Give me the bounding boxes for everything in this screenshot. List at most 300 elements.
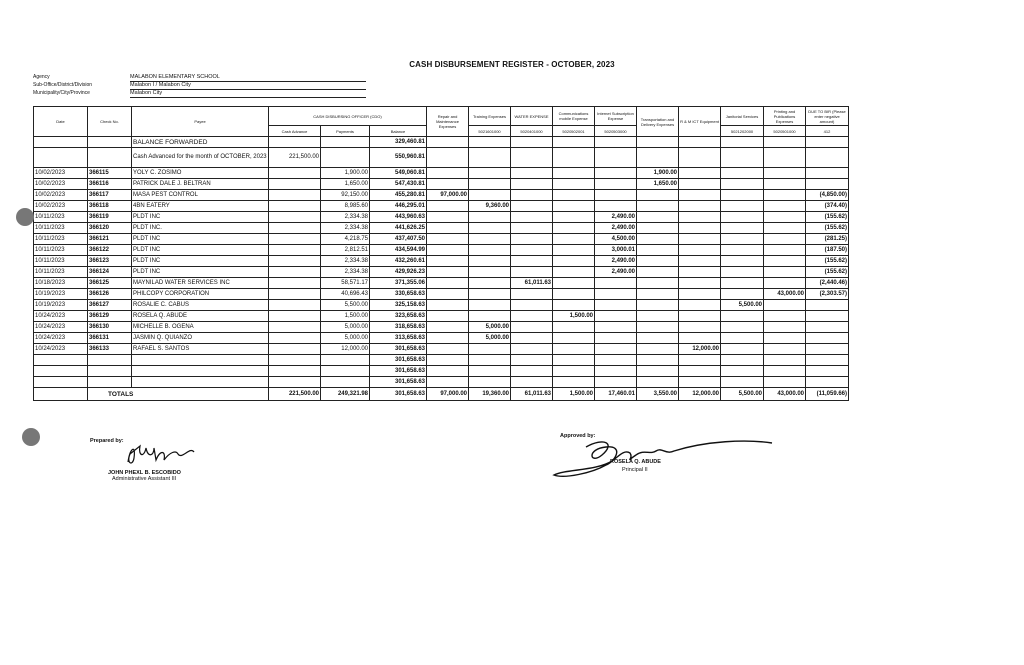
expense-cell-4 <box>595 377 637 388</box>
cash-advance-cell <box>269 245 321 256</box>
expense-cell-5 <box>637 267 679 278</box>
payee-cell: JASMIN Q. QUIANZO <box>132 333 269 344</box>
expense-code-4: 5020503000 <box>595 126 637 137</box>
expense-cell-5 <box>637 377 679 388</box>
balance-cell: 437,407.50 <box>370 234 427 245</box>
expense-cell-4 <box>595 168 637 179</box>
expense-cell-6 <box>679 148 721 168</box>
check-cell: 366129 <box>88 311 132 322</box>
expense-cell-6 <box>679 190 721 201</box>
payment-cell: 1,650.00 <box>321 179 370 190</box>
expense-cell-1 <box>469 366 511 377</box>
expense-cell-3 <box>553 201 595 212</box>
expense-cell-8 <box>764 267 806 278</box>
expense-cell-8 <box>764 190 806 201</box>
expense-cell-5: 1,900.00 <box>637 168 679 179</box>
payee-header: Payee <box>132 107 269 137</box>
date-cell: 10/11/2023 <box>34 223 88 234</box>
expense-cell-2 <box>511 289 553 300</box>
cash-advance-cell <box>269 355 321 366</box>
balance-cell: 446,295.01 <box>370 201 427 212</box>
check-cell: 366122 <box>88 245 132 256</box>
expense-cell-2 <box>511 333 553 344</box>
expense-cell-4 <box>595 179 637 190</box>
expense-cell-7 <box>721 179 764 190</box>
expense-cell-7: 5,500.00 <box>721 388 764 401</box>
payee-cell <box>132 377 269 388</box>
expense-cell-8 <box>764 300 806 311</box>
expense-cell-1 <box>469 148 511 168</box>
date-cell: 10/02/2023 <box>34 190 88 201</box>
expense-cell-0 <box>427 278 469 289</box>
expense-cell-4 <box>595 300 637 311</box>
expense-cell-2 <box>511 168 553 179</box>
expense-code-3: 5020502001 <box>553 126 595 137</box>
cash-advance-cell <box>269 168 321 179</box>
expense-cell-4 <box>595 137 637 148</box>
prepared-by-position: Administrative Assistant III <box>112 476 177 482</box>
balance-header: Balance <box>370 126 427 137</box>
expense-cell-5 <box>637 148 679 168</box>
date-header: Date <box>34 107 88 137</box>
expense-cell-1: 19,360.00 <box>469 388 511 401</box>
table-row <box>34 267 849 278</box>
table-row <box>34 322 849 333</box>
expense-cell-3 <box>553 148 595 168</box>
expense-cell-3: 1,500.00 <box>553 311 595 322</box>
prepared-by-label: Prepared by: <box>90 438 124 444</box>
meta-row <box>33 82 366 90</box>
expense-cell-3: 1,500.00 <box>553 388 595 401</box>
balance-forwarded-row <box>34 137 849 148</box>
meta-row <box>33 90 366 98</box>
expense-cell-6 <box>679 289 721 300</box>
expense-cell-0 <box>427 256 469 267</box>
balance-cell: 301,658.63 <box>370 355 427 366</box>
cash-advance-cell <box>269 137 321 148</box>
expense-cell-4: 2,490.00 <box>595 267 637 278</box>
expense-cell-5 <box>637 355 679 366</box>
punch-hole-bottom <box>22 428 40 446</box>
expense-cell-9 <box>806 344 849 355</box>
expense-code-1: 5021601000 <box>469 126 511 137</box>
balance-cell: 313,658.63 <box>370 333 427 344</box>
balance-cell: 325,158.63 <box>370 300 427 311</box>
expense-cell-5 <box>637 201 679 212</box>
balance-cell: 443,960.63 <box>370 212 427 223</box>
expense-cell-4: 17,460.01 <box>595 388 637 401</box>
expense-code-9: 412 <box>806 126 849 137</box>
expense-cell-8 <box>764 333 806 344</box>
date-cell: 10/11/2023 <box>34 256 88 267</box>
balance-cell: 441,626.25 <box>370 223 427 234</box>
expense-cell-4: 2,490.00 <box>595 223 637 234</box>
payment-cell <box>321 377 370 388</box>
expense-cell-0 <box>427 322 469 333</box>
expense-cell-0 <box>427 212 469 223</box>
expense-cell-5: 1,650.00 <box>637 179 679 190</box>
cash-advance-cell <box>269 256 321 267</box>
table-row <box>34 311 849 322</box>
expense-cell-3 <box>553 377 595 388</box>
check-cell <box>88 148 132 168</box>
balance-cell: 434,594.99 <box>370 245 427 256</box>
expense-cell-6: 12,000.00 <box>679 388 721 401</box>
expense-cell-9 <box>806 311 849 322</box>
expense-header-3: Communications mobile Expense <box>553 107 595 126</box>
check-cell: 366120 <box>88 223 132 234</box>
payment-cell: 1,500.00 <box>321 311 370 322</box>
expense-header-6: R & M ICT Equipment <box>679 107 721 137</box>
date-cell <box>34 137 88 148</box>
payment-cell: 1,900.00 <box>321 168 370 179</box>
date-cell: 10/02/2023 <box>34 179 88 190</box>
blank-row <box>34 377 849 388</box>
punch-hole-top <box>16 208 34 226</box>
expense-cell-7 <box>721 377 764 388</box>
expense-cell-6 <box>679 234 721 245</box>
approved-by-position: Principal II <box>622 467 648 473</box>
date-cell <box>34 355 88 366</box>
payee-cell <box>132 366 269 377</box>
check-cell <box>88 355 132 366</box>
expense-header-8: Printing and Publications Expenses <box>764 107 806 126</box>
expense-cell-2 <box>511 245 553 256</box>
expense-cell-8 <box>764 137 806 148</box>
expense-header-7: Janitorial Services <box>721 107 764 126</box>
expense-cell-4 <box>595 148 637 168</box>
balance-cell: 318,658.63 <box>370 322 427 333</box>
check-cell: 366115 <box>88 168 132 179</box>
expense-cell-4 <box>595 190 637 201</box>
expense-cell-2 <box>511 234 553 245</box>
document-title: CASH DISBURSEMENT REGISTER - OCTOBER, 2023 <box>409 60 615 69</box>
expense-cell-8 <box>764 344 806 355</box>
expense-cell-9 <box>806 137 849 148</box>
expense-cell-3 <box>553 168 595 179</box>
meta-value: Malabon I / Malabon City <box>130 82 366 90</box>
expense-cell-8 <box>764 311 806 322</box>
expense-code-2: 5020401000 <box>511 126 553 137</box>
expense-cell-1 <box>469 300 511 311</box>
meta-value: Malabon City <box>130 90 366 98</box>
expense-cell-2 <box>511 355 553 366</box>
expense-cell-0 <box>427 137 469 148</box>
expense-cell-4 <box>595 366 637 377</box>
expense-header-9: DUE TO BIR (Please enter negative amount) <box>806 107 849 126</box>
expense-code-8: 5020501000 <box>764 126 806 137</box>
approved-by-block <box>560 433 790 503</box>
check-cell <box>88 137 132 148</box>
expense-cell-2 <box>511 256 553 267</box>
payment-cell: 12,000.00 <box>321 344 370 355</box>
expense-cell-8 <box>764 366 806 377</box>
expense-cell-2 <box>511 322 553 333</box>
expense-cell-7 <box>721 212 764 223</box>
cash-advance-cell <box>269 300 321 311</box>
payee-cell: MICHELLE B. OGENA <box>132 322 269 333</box>
payment-cell: 92,150.00 <box>321 190 370 201</box>
balance-cell: 549,060.81 <box>370 168 427 179</box>
payee-cell <box>132 355 269 366</box>
expense-cell-7 <box>721 234 764 245</box>
expense-cell-1 <box>469 137 511 148</box>
expense-cell-6 <box>679 322 721 333</box>
payee-cell: ROSELA Q. ABUDE <box>132 311 269 322</box>
expense-cell-2 <box>511 190 553 201</box>
expense-cell-3 <box>553 137 595 148</box>
payment-cell: 2,334.38 <box>321 256 370 267</box>
expense-cell-8 <box>764 234 806 245</box>
expense-cell-7 <box>721 355 764 366</box>
table-row <box>34 278 849 289</box>
expense-cell-1 <box>469 223 511 234</box>
table-row <box>34 212 849 223</box>
expense-cell-7 <box>721 256 764 267</box>
expense-cell-6 <box>679 355 721 366</box>
expense-cell-5 <box>637 311 679 322</box>
cash-advance-cell <box>269 333 321 344</box>
expense-cell-7 <box>721 137 764 148</box>
cash-advance-cell <box>269 201 321 212</box>
expense-cell-3 <box>553 366 595 377</box>
cash-advance-cell <box>269 289 321 300</box>
expense-cell-9 <box>806 148 849 168</box>
expense-cell-5 <box>637 333 679 344</box>
date-cell: 10/19/2023 <box>34 300 88 311</box>
expense-cell-0 <box>427 201 469 212</box>
expense-cell-8 <box>764 377 806 388</box>
payment-cell: 40,696.43 <box>321 289 370 300</box>
expense-cell-4 <box>595 289 637 300</box>
date-cell: 10/02/2023 <box>34 168 88 179</box>
expense-cell-9: (155.62) <box>806 256 849 267</box>
expense-cell-6 <box>679 311 721 322</box>
expense-cell-3 <box>553 300 595 311</box>
payments-header: Payments <box>321 126 370 137</box>
cash-advance-cell <box>269 344 321 355</box>
expense-cell-1 <box>469 267 511 278</box>
payee-cell: PLDT INC <box>132 245 269 256</box>
cash-advance-cell <box>269 366 321 377</box>
expense-cell-4 <box>595 201 637 212</box>
payment-cell <box>321 366 370 377</box>
expense-cell-3 <box>553 190 595 201</box>
expense-cell-3 <box>553 267 595 278</box>
date-cell: 10/18/2023 <box>34 278 88 289</box>
balance-cell: 455,280.81 <box>370 190 427 201</box>
expense-cell-2 <box>511 137 553 148</box>
payee-cell: ROSALIE C. CABUS <box>132 300 269 311</box>
expense-cell-3 <box>553 322 595 333</box>
date-cell: 10/24/2023 <box>34 311 88 322</box>
expense-cell-3 <box>553 245 595 256</box>
totals-label: TOTALS <box>88 388 269 401</box>
blank-row <box>34 366 849 377</box>
date-cell: 10/11/2023 <box>34 234 88 245</box>
date-cell: 10/24/2023 <box>34 322 88 333</box>
balance-cell: 301,658.63 <box>370 366 427 377</box>
cdo-header: CASH DISBURSING OFFICER (CDO) <box>269 107 427 126</box>
expense-cell-5: 3,550.00 <box>637 388 679 401</box>
meta-label: Sub-Office/District/Division <box>33 82 93 88</box>
check-cell: 366127 <box>88 300 132 311</box>
expense-code-7: 5021202000 <box>721 126 764 137</box>
date-cell: 10/11/2023 <box>34 267 88 278</box>
expense-cell-8 <box>764 256 806 267</box>
expense-cell-1: 9,360.00 <box>469 201 511 212</box>
cash-advance-header: Cash Advance <box>269 126 321 137</box>
check-cell: 366117 <box>88 190 132 201</box>
check-cell <box>88 377 132 388</box>
expense-cell-2 <box>511 377 553 388</box>
total-payments: 249,321.98 <box>321 388 370 401</box>
expense-cell-5 <box>637 234 679 245</box>
table-row <box>34 223 849 234</box>
expense-cell-1 <box>469 311 511 322</box>
expense-cell-7 <box>721 267 764 278</box>
expense-cell-1 <box>469 278 511 289</box>
expense-cell-6 <box>679 377 721 388</box>
expense-cell-1 <box>469 344 511 355</box>
expense-cell-6 <box>679 333 721 344</box>
expense-cell-5 <box>637 137 679 148</box>
cash-advance-cell <box>269 278 321 289</box>
expense-cell-9 <box>806 168 849 179</box>
expense-cell-2 <box>511 179 553 190</box>
table-row <box>34 333 849 344</box>
payee-cell: BALANCE FORWARDED <box>132 137 269 148</box>
cash-advance-cell <box>269 267 321 278</box>
expense-header-0: Repair and Maintenance Expenses <box>427 107 469 137</box>
expense-cell-2 <box>511 267 553 278</box>
payee-cell: PLDT INC <box>132 256 269 267</box>
expense-header-4: Internet Subscription Expense <box>595 107 637 126</box>
expense-cell-1 <box>469 289 511 300</box>
expense-cell-7 <box>721 344 764 355</box>
expense-cell-3 <box>553 179 595 190</box>
balance-cell: 329,460.81 <box>370 137 427 148</box>
payee-cell: 4BN EATERY <box>132 201 269 212</box>
table-row <box>34 300 849 311</box>
expense-cell-8 <box>764 212 806 223</box>
expense-cell-2 <box>511 366 553 377</box>
expense-cell-4 <box>595 311 637 322</box>
expense-cell-7 <box>721 278 764 289</box>
date-cell: 10/24/2023 <box>34 333 88 344</box>
payee-cell: RAFAEL S. SANTOS <box>132 344 269 355</box>
expense-cell-1 <box>469 168 511 179</box>
expense-cell-2 <box>511 212 553 223</box>
expense-cell-2 <box>511 344 553 355</box>
table-row <box>34 190 849 201</box>
expense-cell-0 <box>427 245 469 256</box>
expense-cell-8 <box>764 201 806 212</box>
expense-cell-7 <box>721 333 764 344</box>
expense-cell-4: 2,490.00 <box>595 212 637 223</box>
payment-cell <box>321 355 370 366</box>
expense-cell-8 <box>764 168 806 179</box>
expense-cell-9: (155.62) <box>806 212 849 223</box>
expense-cell-3 <box>553 223 595 234</box>
total-cash-advance: 221,500.00 <box>269 388 321 401</box>
balance-cell: 301,658.63 <box>370 377 427 388</box>
expense-cell-9 <box>806 179 849 190</box>
expense-cell-6: 12,000.00 <box>679 344 721 355</box>
totals-row <box>34 388 849 401</box>
expense-cell-3 <box>553 278 595 289</box>
expense-cell-6 <box>679 212 721 223</box>
balance-cell: 371,355.06 <box>370 278 427 289</box>
expense-cell-6 <box>679 245 721 256</box>
expense-cell-9: (11,059.66) <box>806 388 849 401</box>
prepared-by-name: JOHN PHEXL B. ESCOBIDO <box>108 470 181 476</box>
payee-cell: PATRICK DALE J. BELTRAN <box>132 179 269 190</box>
expense-cell-6 <box>679 256 721 267</box>
expense-cell-0 <box>427 344 469 355</box>
table-row <box>34 256 849 267</box>
expense-cell-5 <box>637 344 679 355</box>
expense-cell-7 <box>721 366 764 377</box>
expense-cell-5 <box>637 223 679 234</box>
expense-cell-0 <box>427 148 469 168</box>
expense-cell-9 <box>806 322 849 333</box>
expense-cell-9: (2,440.46) <box>806 278 849 289</box>
balance-cell: 323,658.63 <box>370 311 427 322</box>
payment-cell: 58,571.17 <box>321 278 370 289</box>
expense-cell-2 <box>511 300 553 311</box>
balance-cell: 547,430.81 <box>370 179 427 190</box>
expense-cell-0 <box>427 168 469 179</box>
prepared-signature <box>120 440 220 468</box>
payment-cell: 5,000.00 <box>321 333 370 344</box>
expense-cell-5 <box>637 322 679 333</box>
expense-cell-4: 3,000.01 <box>595 245 637 256</box>
expense-cell-7 <box>721 168 764 179</box>
cash-advance-cell <box>269 311 321 322</box>
expense-cell-5 <box>637 256 679 267</box>
expense-cell-7 <box>721 201 764 212</box>
balance-cell: 550,960.81 <box>370 148 427 168</box>
expense-cell-6 <box>679 278 721 289</box>
prepared-by-block <box>90 438 250 482</box>
expense-cell-4 <box>595 355 637 366</box>
disbursement-register-table <box>33 106 849 401</box>
expense-cell-2: 61,011.63 <box>511 278 553 289</box>
expense-cell-1 <box>469 355 511 366</box>
expense-cell-1 <box>469 256 511 267</box>
payee-cell: PLDT INC. <box>132 223 269 234</box>
balance-cell: 429,926.23 <box>370 267 427 278</box>
expense-header-1: Training Expenses <box>469 107 511 126</box>
expense-cell-9: (2,303.57) <box>806 289 849 300</box>
expense-cell-7 <box>721 311 764 322</box>
expense-cell-1 <box>469 212 511 223</box>
expense-cell-2 <box>511 311 553 322</box>
blank-row <box>34 355 849 366</box>
cash-advance-cell <box>269 190 321 201</box>
expense-cell-1: 5,000.00 <box>469 333 511 344</box>
expense-cell-0 <box>427 366 469 377</box>
expense-cell-9: (155.62) <box>806 223 849 234</box>
table-row <box>34 289 849 300</box>
meta-value: MALABON ELEMENTARY SCHOOL <box>130 74 366 82</box>
expense-cell-4 <box>595 333 637 344</box>
expense-cell-6 <box>679 267 721 278</box>
expense-cell-0 <box>427 223 469 234</box>
expense-cell-5 <box>637 190 679 201</box>
expense-cell-5 <box>637 300 679 311</box>
